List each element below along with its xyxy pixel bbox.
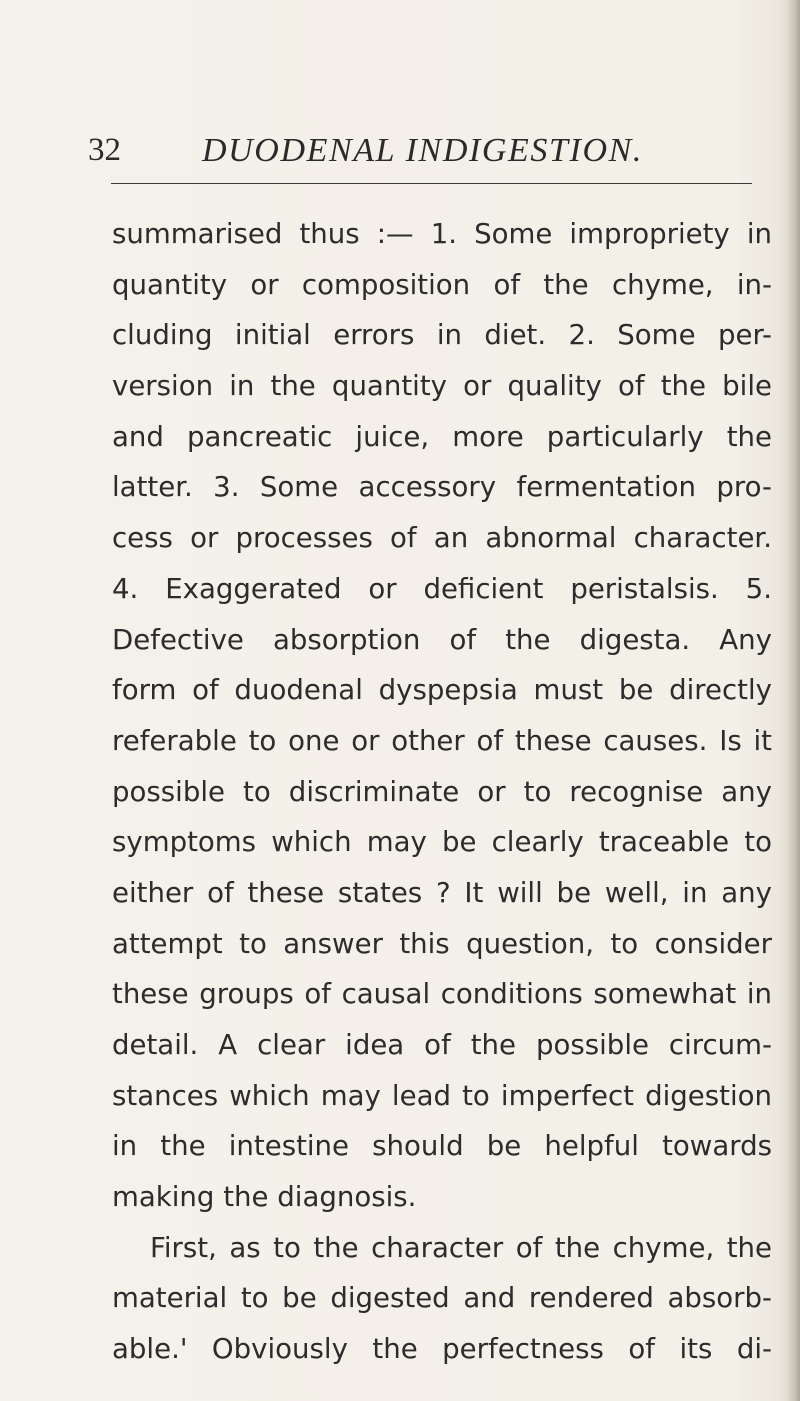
text-line: latter. 3. Some accessory fermentation pro- <box>112 470 772 504</box>
text-line: possible to discriminate or to recognise any <box>112 774 772 808</box>
text-line: cess or processes of an abnormal character. <box>112 521 772 555</box>
text-line: First, as to the character of the chyme, the <box>150 1230 772 1264</box>
text-line: symptoms which may be clearly traceable to <box>112 825 772 859</box>
text-line: and pancreatic juice, more particularly the <box>112 419 772 453</box>
text-line: able.' Obviously the perfectness of its di- <box>112 1332 772 1366</box>
text-line: Defective absorption of the digesta. Any <box>112 622 772 656</box>
text-line: either of these states ? It will be well, in any <box>112 875 772 909</box>
running-title: DUODENAL INDIGESTION. <box>202 132 643 169</box>
header-rule <box>111 183 752 184</box>
page-edge-shadow <box>786 0 800 1401</box>
paragraph-2 <box>112 1223 772 1375</box>
text-line: form of duodenal dyspepsia must be directly <box>112 673 772 707</box>
paragraph-1 <box>112 209 772 1223</box>
text-line: version in the quantity or quality of the bile <box>112 369 772 403</box>
body-text <box>112 209 772 1375</box>
text-line: material to be digested and rendered absorb- <box>112 1281 772 1315</box>
text-line: quantity or composition of the chyme, in- <box>112 267 772 301</box>
page-number: 32 <box>88 132 121 168</box>
text-line: referable to one or other of these causes. Is it <box>112 723 772 757</box>
text-line: making the diagnosis. <box>112 1180 417 1214</box>
text-line: 4. Exaggerated or deficient peristalsis. 5. <box>112 571 772 605</box>
text-line: in the intestine should be helpful towards <box>112 1129 772 1163</box>
text-line: detail. A clear idea of the possible circum- <box>112 1028 772 1061</box>
text-line: stances which may lead to imperfect digestion <box>112 1078 772 1112</box>
text-line: these groups of causal conditions somewhat in <box>112 977 772 1011</box>
running-head <box>88 128 768 172</box>
text-line: attempt to answer this question, to consider <box>112 926 772 960</box>
text-line: summarised thus :— 1. Some impropriety in <box>112 217 772 250</box>
text-line: cluding initial errors in diet. 2. Some per- <box>112 318 772 352</box>
